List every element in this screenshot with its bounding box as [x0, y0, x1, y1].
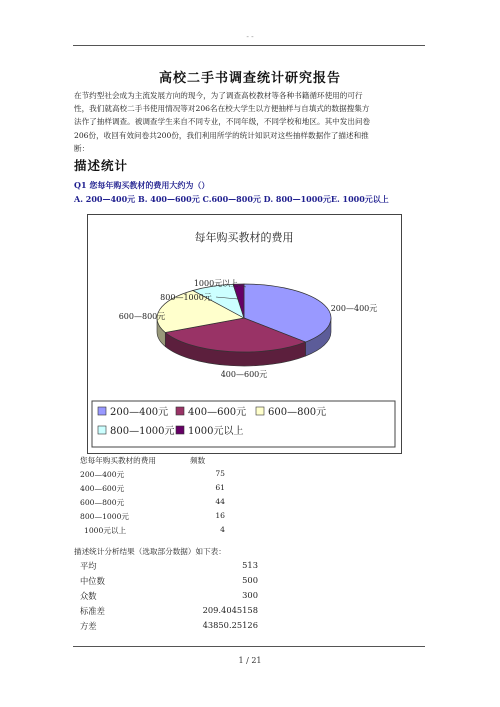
- table-cell: 众数: [80, 591, 97, 601]
- intro-line: 206份，收回有效问卷共200份，我们利用所学的统计知识对这些抽样数据作了描述和推: [74, 130, 369, 140]
- table-cell: 标准差: [80, 606, 105, 616]
- legend-swatch: [176, 407, 184, 415]
- legend-label: 800—1000元: [110, 426, 175, 437]
- footer-rule: [73, 646, 425, 647]
- table-cell: 61: [215, 483, 225, 492]
- legend-swatch: [256, 407, 264, 415]
- pie-chart-canvas: [88, 215, 401, 453]
- header-mark: - -: [246, 33, 254, 41]
- table-cell: 400—600元: [80, 484, 125, 493]
- table-cell: 800—1000元: [80, 512, 130, 521]
- table-cell: 500: [242, 575, 258, 585]
- legend-label: 400—600元: [188, 407, 247, 418]
- table-header: 频数: [190, 456, 206, 465]
- pie-chart: [87, 214, 402, 454]
- intro-line: 在节约型社会成为主流发展方向的现今，为了调查高校教材等各种书籍循环使用的可行: [74, 91, 363, 100]
- table-cell: 44: [215, 497, 225, 506]
- legend-label: 200—400元: [110, 407, 169, 418]
- section-heading: 描述统计: [74, 158, 129, 173]
- table-cell: 中位数: [80, 576, 105, 586]
- table-cell: 513: [242, 560, 258, 570]
- pie-slice-label: 800—1000元: [160, 293, 212, 302]
- table-cell: 方差: [80, 621, 97, 631]
- legend-label: 600—800元: [268, 407, 327, 418]
- table-cell: 16: [215, 511, 225, 520]
- pie-slice-label: 200—400元: [330, 304, 378, 313]
- chart-title: 每年购买教材的费用: [194, 231, 294, 244]
- legend-label: 1000元以上: [188, 426, 244, 437]
- table-cell: 600—800元: [80, 498, 125, 507]
- intro-line: 法作了抽样调查。被调查学生来自不同专业，不同年级，不同学校和地区。其中发出问卷: [74, 117, 371, 127]
- table-cell: 4: [220, 525, 225, 534]
- table-cell: 209.4045158: [202, 605, 258, 615]
- legend-swatch: [176, 426, 184, 434]
- stats-intro: 描述统计分析结果（选取部分数据）如下表：: [74, 547, 226, 556]
- table-cell: 43850.25126: [202, 620, 258, 630]
- pie-slice-label: 400—600元: [220, 370, 268, 379]
- page-title: 高校二手书调查统计研究报告: [158, 71, 341, 86]
- page-number: 1 / 21: [238, 656, 262, 665]
- legend-swatch: [98, 407, 106, 415]
- pie-slice-label: 1000元以上: [193, 279, 239, 288]
- table-cell: 200—400元: [80, 470, 125, 479]
- intro-paragraph: [74, 89, 426, 155]
- table-cell: 300: [242, 590, 258, 600]
- intro-line: 性，我们就高校二手书使用情况等对206名在校大学生以方便抽样与自填式的数据搜集方: [74, 104, 370, 114]
- table-header: 您每年购买教材的费用: [80, 456, 156, 465]
- table-cell: 1000元以上: [84, 526, 127, 535]
- intro-line: 断：: [74, 143, 90, 153]
- table-cell: 平均: [80, 561, 97, 571]
- question-text: Q1 您每年购买教材的费用大约为（）: [74, 180, 210, 190]
- header-rule: [73, 45, 425, 46]
- answer-options: A. 200—400元 B. 400—600元 C.600—800元 D. 800—1000元E. 1000元以上: [74, 194, 389, 204]
- table-cell: 75: [215, 469, 225, 478]
- pie-slice-label: 600—800元: [118, 312, 166, 321]
- legend-swatch: [98, 426, 106, 434]
